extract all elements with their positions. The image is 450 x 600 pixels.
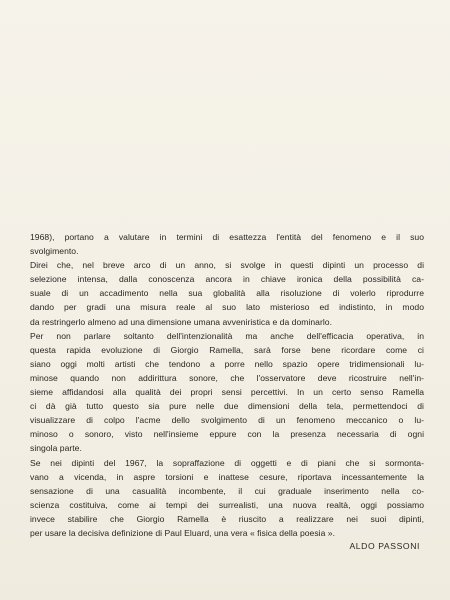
text-line: ci dà già tutto questo sia pure nelle due dimensioni della tela, permettendoci di — [30, 401, 424, 412]
text-line: minoso o sonoro, visto nell'insieme eppure con la presenza necessaria di ogni — [30, 429, 424, 440]
text-line: minose quando non addirittura sonore, che l'osservatore deve ricostruire nell'in- — [30, 372, 424, 383]
text-line: svolgimento. — [30, 246, 79, 257]
text-line: Per non parlare soltanto dell'intenzionalità ma anche dell'efficacia operativa, in — [30, 330, 424, 341]
text-line: 1968), portano a valutare in termini di esattezza l'entità del fenomeno e il suo — [30, 232, 424, 242]
text-line: singola parte. — [30, 443, 82, 454]
text-line: visualizzare di colpo l'acme dello svolgimento di un fenomeno meccanico o lu- — [30, 415, 424, 426]
text-line: invece stabilire che Giorgio Ramella è riuscito a realizzare nei suoi dipinti, — [30, 513, 424, 524]
text-line: sieme affidandosi alla qualità dei propri sensi percettivi. In un certo senso Ramella — [30, 387, 424, 398]
text-line: vano a vicenda, in aspre torsioni e inattese cesure, riportava incessantemente la — [30, 471, 424, 482]
essay-text — [30, 230, 424, 540]
text-line: selezione intensa, dalla conoscenza ancora in chiave ironica della possibilità ca- — [30, 274, 424, 285]
text-line: questa rapida evoluzione di Giorgio Ramella, sarà forse bene ricordare come ci — [30, 344, 424, 355]
author-signature: ALDO PASSONI — [349, 541, 420, 551]
text-line: per usare la decisiva definizione di Paul Eluard, una vera « fisica della poesia ». — [30, 527, 336, 538]
text-line: dando per gradi una misura reale al suo lato misterioso ed indistinto, in modo — [30, 302, 424, 313]
text-line: scienza costituiva, come ai tempi dei surrealisti, una nuova realtà, oggi possiamo — [30, 499, 424, 510]
text-line: sensazione di una casualità incombente, il cui graduale inserimento nella co- — [30, 485, 424, 496]
text-line: siano oggi molti artisti che tendono a porre nello spazio opere tridimensionali lu- — [30, 358, 424, 369]
text-line: Direi che, nel breve arco di un anno, si svolge in questi dipinti un processo di — [30, 260, 424, 271]
text-line: da restringerlo almeno ad una dimensione umana avveniristica e da dominarlo. — [30, 316, 332, 327]
text-line: Se nei dipinti del 1967, la sopraffazione di oggetti e di piani che si sormonta- — [30, 457, 424, 468]
text-line: suale di un accadimento nella sua globalità alla risoluzione di volerlo riprodurre — [30, 288, 424, 299]
